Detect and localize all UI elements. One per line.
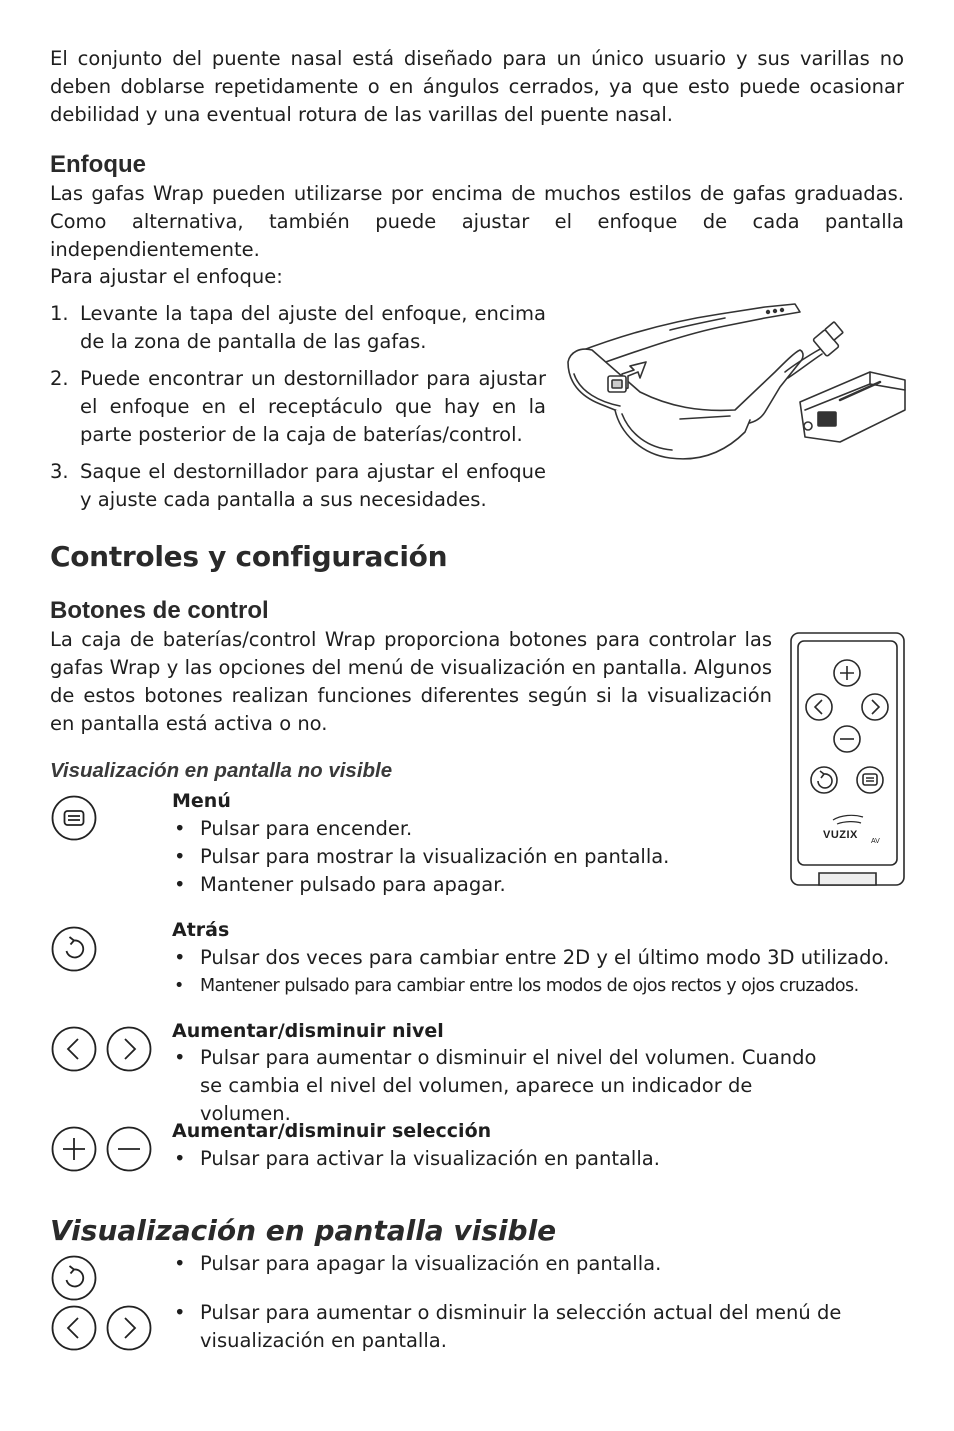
- osd-not-visible-heading: Visualización en pantalla no visible: [50, 759, 393, 782]
- visible-back-bullets: [172, 1250, 872, 1278]
- right-arrow-button-icon: [106, 1305, 152, 1351]
- list-item: • Pulsar para aumentar o disminuir la selección actual del menú de visualización en pantalla.: [172, 1299, 862, 1355]
- intro-paragraph: El conjunto del puente nasal está diseñado para un único usuario y sus varillas no deben doblarse repetidamente o en ángulos cerrados, ya que esto puede ocasionar debilidad y una eventual rotura de las varillas del puente nasal.: [50, 47, 904, 126]
- level-bullets: [172, 1044, 832, 1128]
- list-item: • Pulsar para apagar la visualización en pantalla.: [172, 1250, 872, 1278]
- list-item: • Pulsar para aumentar o disminuir el nivel del volumen. Cuando se cambia el nivel del volumen, aparece un indicador de volumen.: [172, 1044, 832, 1128]
- level-title: Aumentar/disminuir nivel: [172, 1020, 444, 1042]
- list-item: • Pulsar para activar la visualización en pantalla.: [172, 1145, 872, 1173]
- osd-visible-heading: Visualización en pantalla visible: [50, 1214, 557, 1247]
- menu-title: Menú: [172, 790, 231, 812]
- remote-brand-logo: VUZIX: [823, 829, 858, 841]
- list-item: • Pulsar para mostrar la visualización en pantalla.: [172, 843, 872, 871]
- plus-button-icon: [51, 1126, 97, 1172]
- focus-heading: Enfoque: [50, 151, 146, 178]
- step-text: Puede encontrar un destornillador para ajustar el enfoque en el receptáculo que hay en la parte posterior de la caja de baterías/control.: [80, 367, 546, 446]
- list-item: • Pulsar para encender.: [172, 815, 872, 843]
- focus-lead: Para ajustar el enfoque:: [50, 265, 283, 288]
- control-buttons-heading: Botones de control: [50, 597, 269, 624]
- minus-button-icon: [106, 1126, 152, 1172]
- step-text: Saque el destornillador para ajustar el enfoque y ajuste cada pantalla a sus necesidades.: [80, 460, 546, 511]
- focus-steps: [50, 300, 546, 523]
- step-number: 3.: [50, 460, 69, 483]
- list-item: • Mantener pulsado para cambiar entre los modos de ojos rectos y ojos cruzados.: [172, 972, 912, 1000]
- controls-heading: Controles y configuración: [50, 540, 448, 573]
- glasses-illustration: [560, 292, 910, 464]
- back-button-icon: [51, 926, 97, 972]
- right-arrow-button-icon: [106, 1026, 152, 1072]
- list-item: [50, 300, 546, 356]
- back-title: Atrás: [172, 919, 230, 941]
- focus-paragraph: Las gafas Wrap pueden utilizarse por encima de muchos estilos de gafas graduadas. Como alternativa, también puede ajustar el enfoque de cada pantalla independientemente.: [50, 182, 904, 261]
- visible-arrow-bullets: [172, 1299, 862, 1355]
- menu-bullets: [172, 815, 872, 899]
- left-arrow-button-icon: [51, 1305, 97, 1351]
- selection-bullets: [172, 1145, 872, 1173]
- left-arrow-button-icon: [51, 1026, 97, 1072]
- back-button-icon: [51, 1255, 97, 1301]
- list-item: [50, 365, 546, 449]
- step-number: 1.: [50, 302, 69, 325]
- list-item: • Mantener pulsado para apagar.: [172, 871, 872, 899]
- step-text: Levante la tapa del ajuste del enfoque, encima de la zona de pantalla de las gafas.: [80, 302, 546, 353]
- controls-paragraph: La caja de baterías/control Wrap proporciona botones para controlar las gafas Wrap y las opciones del menú de visualización en pantalla. Algunos de estos botones realizan funciones diferentes según si la visualización en pantalla está activa o no.: [50, 628, 772, 735]
- step-number: 2.: [50, 367, 69, 390]
- selection-title: Aumentar/disminuir selección: [172, 1120, 492, 1142]
- list-item: • Pulsar dos veces para cambiar entre 2D y el último modo 3D utilizado.: [172, 944, 912, 972]
- back-bullets: [172, 944, 912, 1000]
- menu-button-icon: [51, 795, 97, 841]
- list-item: [50, 458, 546, 514]
- remote-model-label: AV: [871, 838, 880, 845]
